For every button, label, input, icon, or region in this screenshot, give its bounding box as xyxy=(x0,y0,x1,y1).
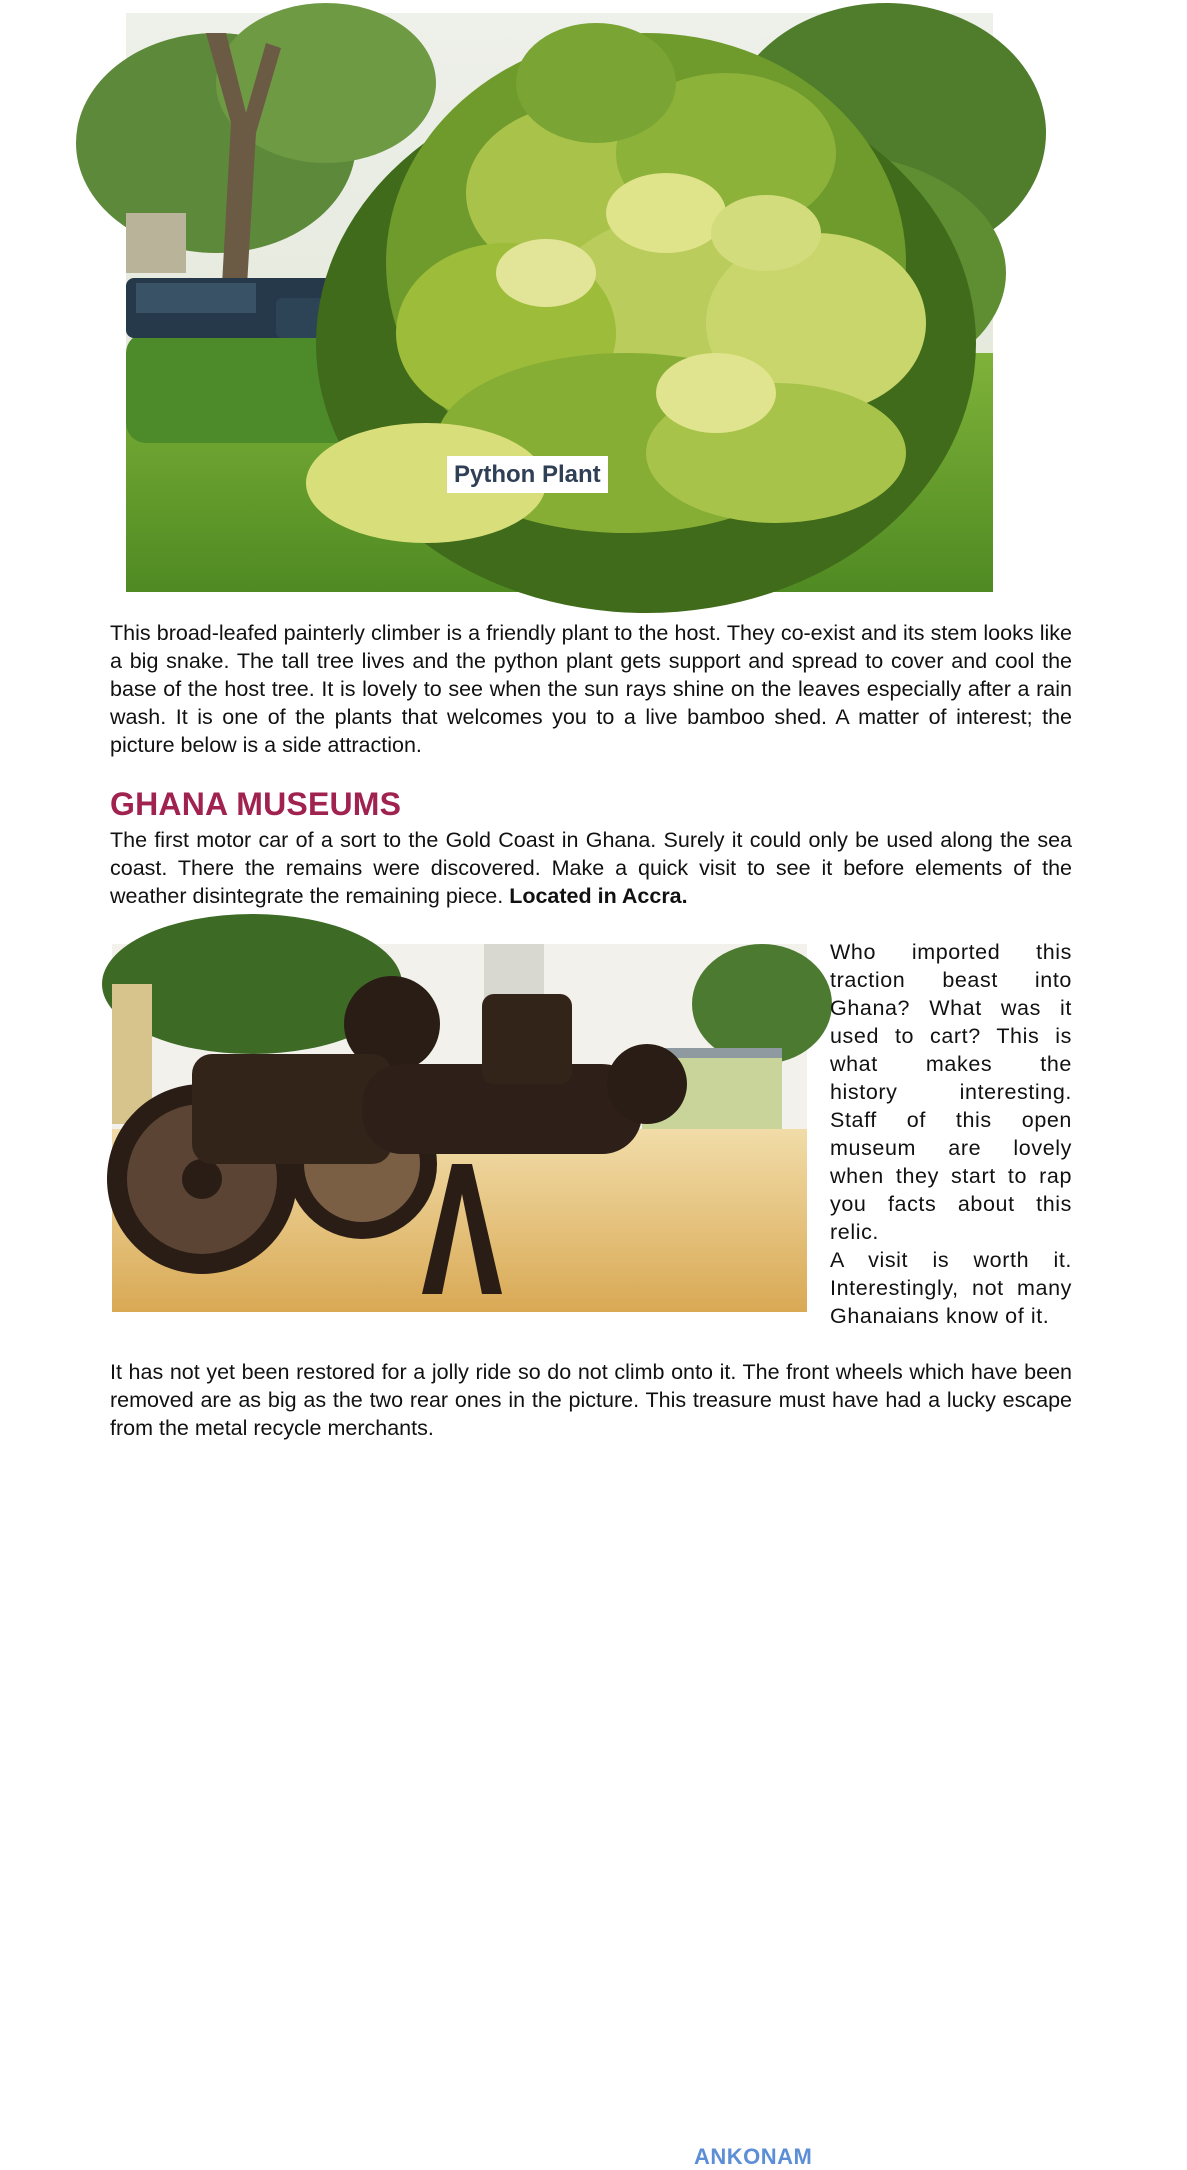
python-plant-illustration xyxy=(126,13,993,592)
side-line: Interestingly, not many xyxy=(830,1276,1072,1300)
side-line: A visit is worth it. xyxy=(830,1248,1072,1272)
side-line: when they start to rap xyxy=(830,1164,1072,1188)
python-plant-photo xyxy=(126,13,993,592)
traction-engine-illustration xyxy=(112,944,807,1312)
side-line: used to cart? This is xyxy=(830,1024,1072,1048)
museum-intro-text: The first motor car of a sort to the Gold Coast in Ghana. Surely it could only be used along the sea coast. There the remains were discovered. Make a quick visit to see it before elements of the weather disintegrate the remaining piece. xyxy=(110,828,1072,908)
side-line: Who imported this xyxy=(830,940,1072,964)
side-line: you facts about this xyxy=(830,1192,1072,1216)
side-line: Staff of this open xyxy=(830,1108,1072,1132)
side-line: Ghana? What was it xyxy=(830,996,1072,1020)
python-plant-caption: Python Plant xyxy=(447,456,608,493)
side-line: history interesting. xyxy=(830,1080,1072,1104)
engine-caption: ANKONAM xyxy=(694,2144,813,2169)
engine-side-paragraph xyxy=(830,938,1072,1330)
python-plant-paragraph: This broad-leafed painterly climber is a friendly plant to the host. They co-exist and its stem looks like a big snake. The tall tree lives and the python plant gets support and spread to cover and cool the base of the host tree. It is lovely to see when the sun rays shine on the leaves especially after a rain wash. It is one of the plants that welcomes you to a live bamboo shed. A matter of interest; the picture below is a side attraction. xyxy=(110,621,1072,757)
side-line: Ghanaians know of it. xyxy=(830,1304,1050,1328)
ghana-museums-heading: GHANA MUSEUMS xyxy=(110,786,402,822)
museum-intro-paragraph xyxy=(110,826,1072,910)
restoration-paragraph: It has not yet been restored for a jolly ride so do not climb onto it. The front wheels which have been removed are as big as the two rear ones in the picture. This treasure must have had a lucky escape from the metal recycle merchants. xyxy=(110,1360,1072,1440)
side-line: traction beast into xyxy=(830,968,1072,992)
museum-location-bold: Located in Accra. xyxy=(509,884,688,908)
side-line: what makes the xyxy=(830,1052,1072,1076)
side-line: museum are lovely xyxy=(830,1136,1072,1160)
side-line: relic. xyxy=(830,1220,879,1244)
